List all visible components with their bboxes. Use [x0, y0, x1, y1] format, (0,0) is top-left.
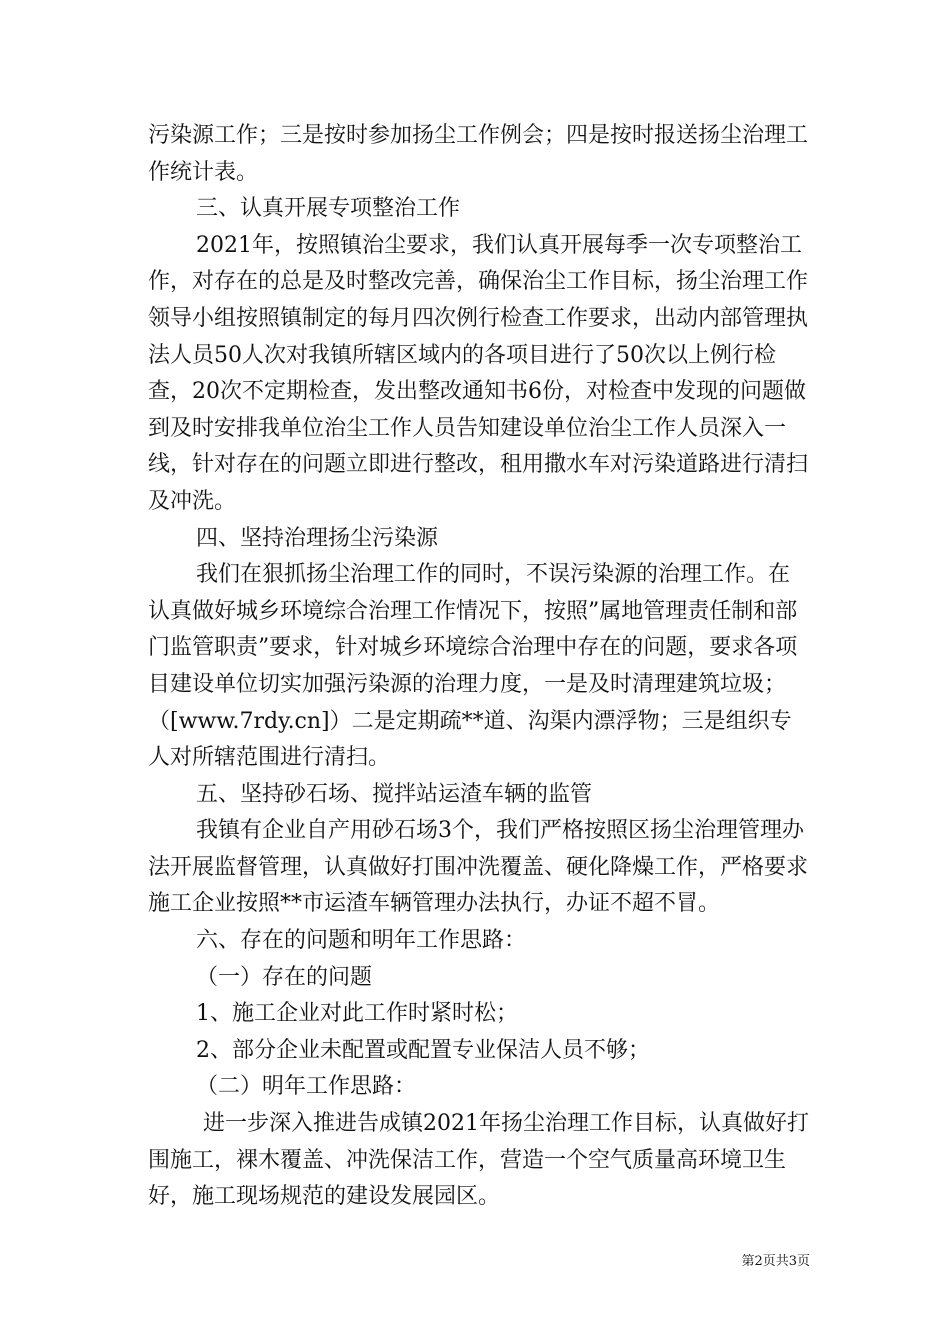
section-heading-6: 六、存在的问题和明年工作思路：	[196, 928, 527, 954]
page-number: 第2页共3页	[741, 1254, 810, 1269]
paragraph-gravel-yard: 我镇有企业自产用砂石场3个，我们严格按照区扬尘治理管理办法开展监督管理，认真做好打围冲洗覆盖、硬化降燥工作，严格要求施工企业按照**市运渣车辆管理办法执行，办证不超不冒。	[148, 818, 809, 917]
document-body	[148, 118, 810, 1216]
section-heading-3: 三、认真开展专项整治工作	[196, 196, 461, 222]
paragraph-next-year-plan: 进一步深入推进告成镇2021年扬尘治理工作目标，认真做好打围施工，裸木覆盖、冲洗保洁工作，营造一个空气质量高环境卫生好，施工现场规范的建设发展园区。	[148, 1111, 809, 1210]
list-item-1: 1、施工企业对此工作时紧时松；	[196, 1001, 518, 1027]
subheading-problems: （一）存在的问题	[196, 964, 373, 990]
list-item-2: 2、部分企业未配置或配置专业保洁人员不够；	[196, 1037, 650, 1063]
paragraph-pollution-source: 我们在狠抓扬尘治理工作的同时，不误污染源的治理工作。在认真做好城乡环境综合治理工作情况下，按照”属地管理责任制和部门监管职责”要求，针对城乡环境综合治理中存在的问题，要求各项目建设单位切实加强污染源的治理力度，一是及时清理建筑垃圾；（[www.7rdy.cn]）二是定期疏**道、沟渠内漂浮物；三是组织专人对所辖范围进行清扫。	[148, 562, 798, 771]
paragraph-continuation: 污染源工作；三是按时参加扬尘工作例会；四是按时报送扬尘治理工作统计表。	[148, 123, 809, 185]
section-heading-5: 五、坚持砂石场、搅拌站运渣车辆的监管	[196, 781, 593, 807]
paragraph-special-rectification: 2021年，按照镇治尘要求，我们认真开展每季一次专项整治工作，对存在的总是及时整改完善，确保治尘工作目标，扬尘治理工作领导小组按照镇制定的每月四次例行检查工作要求，出动内部管理执法人员50人次对我镇所辖区域内的各项目进行了50次以上例行检查，20次不定期检查，发出整改通知书6份，对检查中发现的问题做到及时安排我单位治尘工作人员告知建设单位治尘工作人员深入一线，针对存在的问题立即进行整改，租用撒水车对污染道路进行清扫及冲洗。	[148, 232, 809, 514]
subheading-next-year: （二）明年工作思路：	[196, 1074, 417, 1100]
section-heading-4: 四、坚持治理扬尘污染源	[196, 525, 439, 551]
